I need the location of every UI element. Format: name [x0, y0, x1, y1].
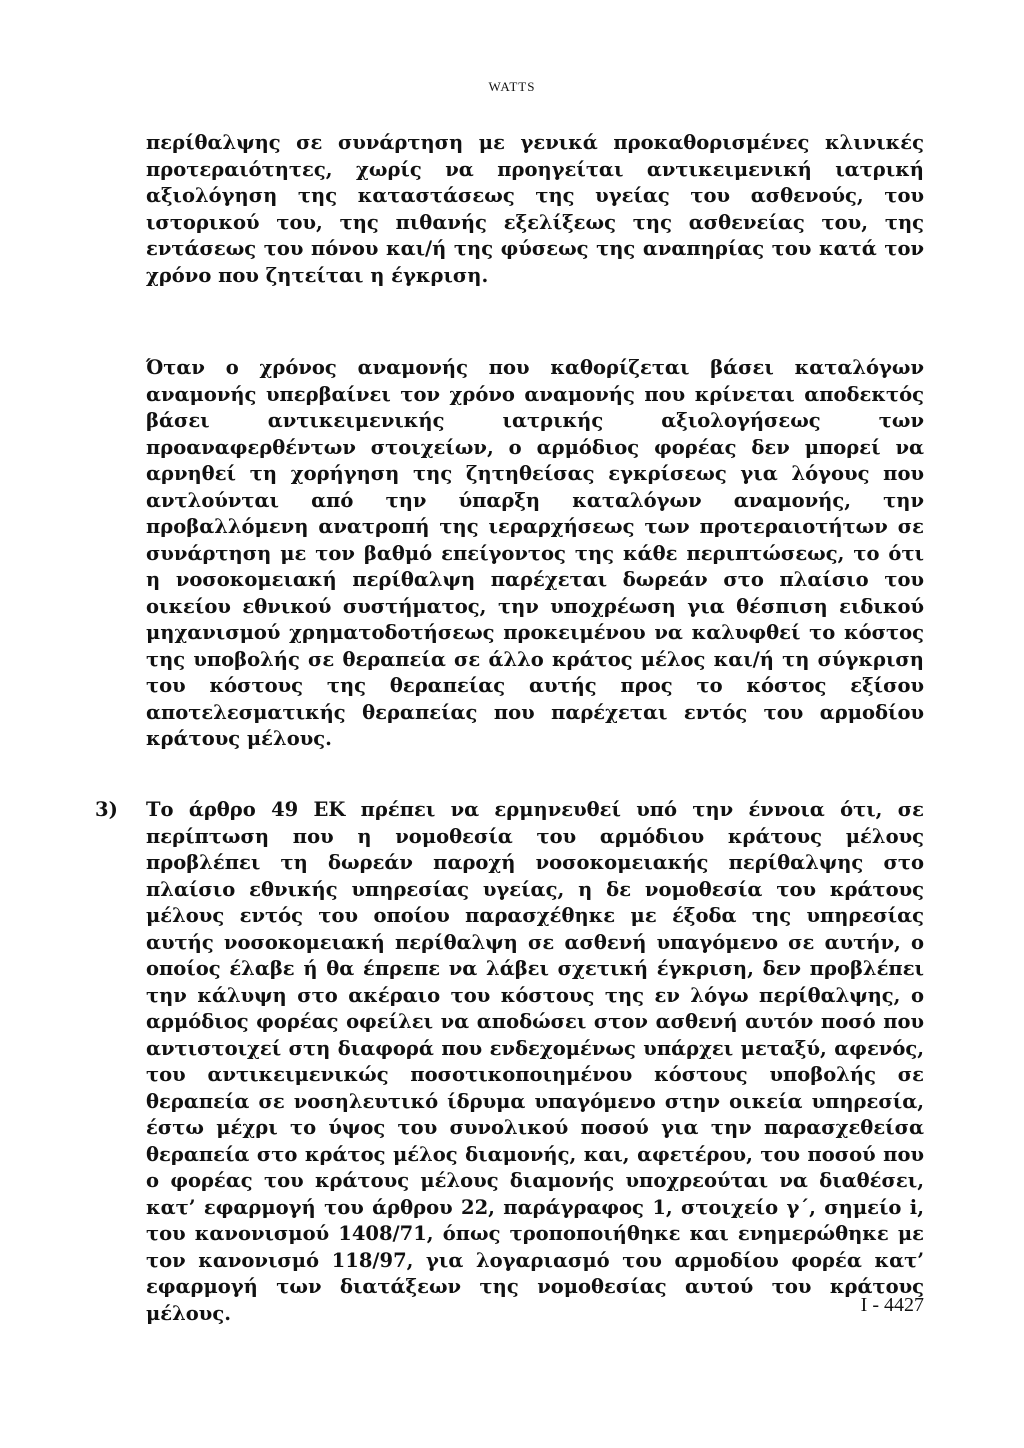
item-number: 3) [95, 798, 118, 821]
paragraph-waiting-times: Όταν ο χρόνος αναμονής που καθορίζεται βάσει καταλόγων αναμονής υπερβαίνει τον χρόνο αναμονής που κρίνεται αποδεκτός βάσει αντικειμενικής ιατρικής αξιολογήσεως των προαναφερθέντων στοιχείων, ο αρμόδιος φορέας δεν μπορεί να αρνηθεί τη χορήγηση της ζητηθείσας εγκρίσεως για λόγους που αντλούνται από την ύπαρξη καταλόγων αναμονής, την προβαλλόμενη ανατροπή της ιεραρχήσεως των προτεραιοτήτων σε συνάρτηση με τον βαθμό επείγοντος της κάθε περιπτώσεως, το ότι η νοσοκομειακή περίθαλψη παρέχεται δωρεάν στο πλαίσιο του οικείου εθνικού συστήματος, την υποχρέωση για θέσπιση ειδικού μηχανισμού χρηματοδοτήσεως προκειμένου να καλυφθεί το κόστος της υποβολής σε θεραπεία σε άλλο κράτος μέλος και/ή τη σύγκριση του κόστους της θεραπείας αυτής προς το κόστος εξίσου αποτελεσματικής θεραπείας που παρέχεται εντός του αρμοδίου κράτους μέλους. [146, 356, 924, 750]
page-number: I - 4427 [860, 1294, 924, 1316]
item-3-text: Το άρθρο 49 ΕΚ πρέπει να ερμηνευθεί υπό την έννοια ότι, σε περίπτωση που η νομοθεσία του αρμόδιου κράτους μέλους προβλέπει τη δωρεάν παροχή νοσοκομειακής περίθαλψης στο πλαίσιο εθνικής υπηρεσίας υγείας, η δε νομοθεσία του κράτους μέλους εντός του οποίου παρασχέθηκε με έξοδα της υπηρεσίας αυτής νοσοκομειακή περίθαλψη σε ασθενή υπαγόμενο σε αυτήν, ο οποίος έλαβε ή θα έπρεπε να λάβει σχετική έγκριση, δεν προβλέπει την κάλυψη στο ακέραιο του κόστους της εν λόγω περίθαλψης, ο αρμόδιος φορέας οφείλει να αποδώσει στον ασθενή αυτόν ποσό που αντιστοιχεί στη διαφορά που ενδεχομένως υπάρχει μεταξύ, αφενός, του αντικειμενικώς ποσοτικοποιημένου κόστους υποβολής σε θεραπεία σε νοσηλευτικό ίδρυμα υπαγόμενο στην οικεία υπηρεσία, έστω μέχρι το ύψος του συνολικού ποσού για την παρασχεθείσα θεραπεία στο κράτος μέλος διαμονής, και, αφετέρου, του ποσού που ο φορέας του κράτους μέλους διαμονής υποχρεούται να διαθέσει, κατ’ εφαρμογή του άρθρου 22, παράγραφος 1, στοιχείο γ΄, σημείο i, του κανονισμού 1408/71, όπως τροποποιήθηκε και ενημερώθηκε με τον κανονισμό 118/97, για λογαριασμό του αρμοδίου φορέα κατ’ εφαρμογή των διατάξεων της νομοθεσίας αυτού του κράτους μέλους. [146, 798, 924, 1325]
running-title: WATTS [488, 79, 536, 94]
paragraph-continuation: περίθαλψης σε συνάρτηση με γενικά προκαθορισμένες κλινικές προτεραιότητες, χωρίς να προηγείται αντικειμενική ιατρική αξιολόγηση της καταστάσεως της υγείας του ασθενούς, του ιστορικού του, της πιθανής εξελίξεως της ασθενείας του, της εντάσεως του πόνου και/ή της φύσεως της αναπηρίας του κατά τον χρόνο που ζητείται η έγκριση. [146, 131, 924, 287]
